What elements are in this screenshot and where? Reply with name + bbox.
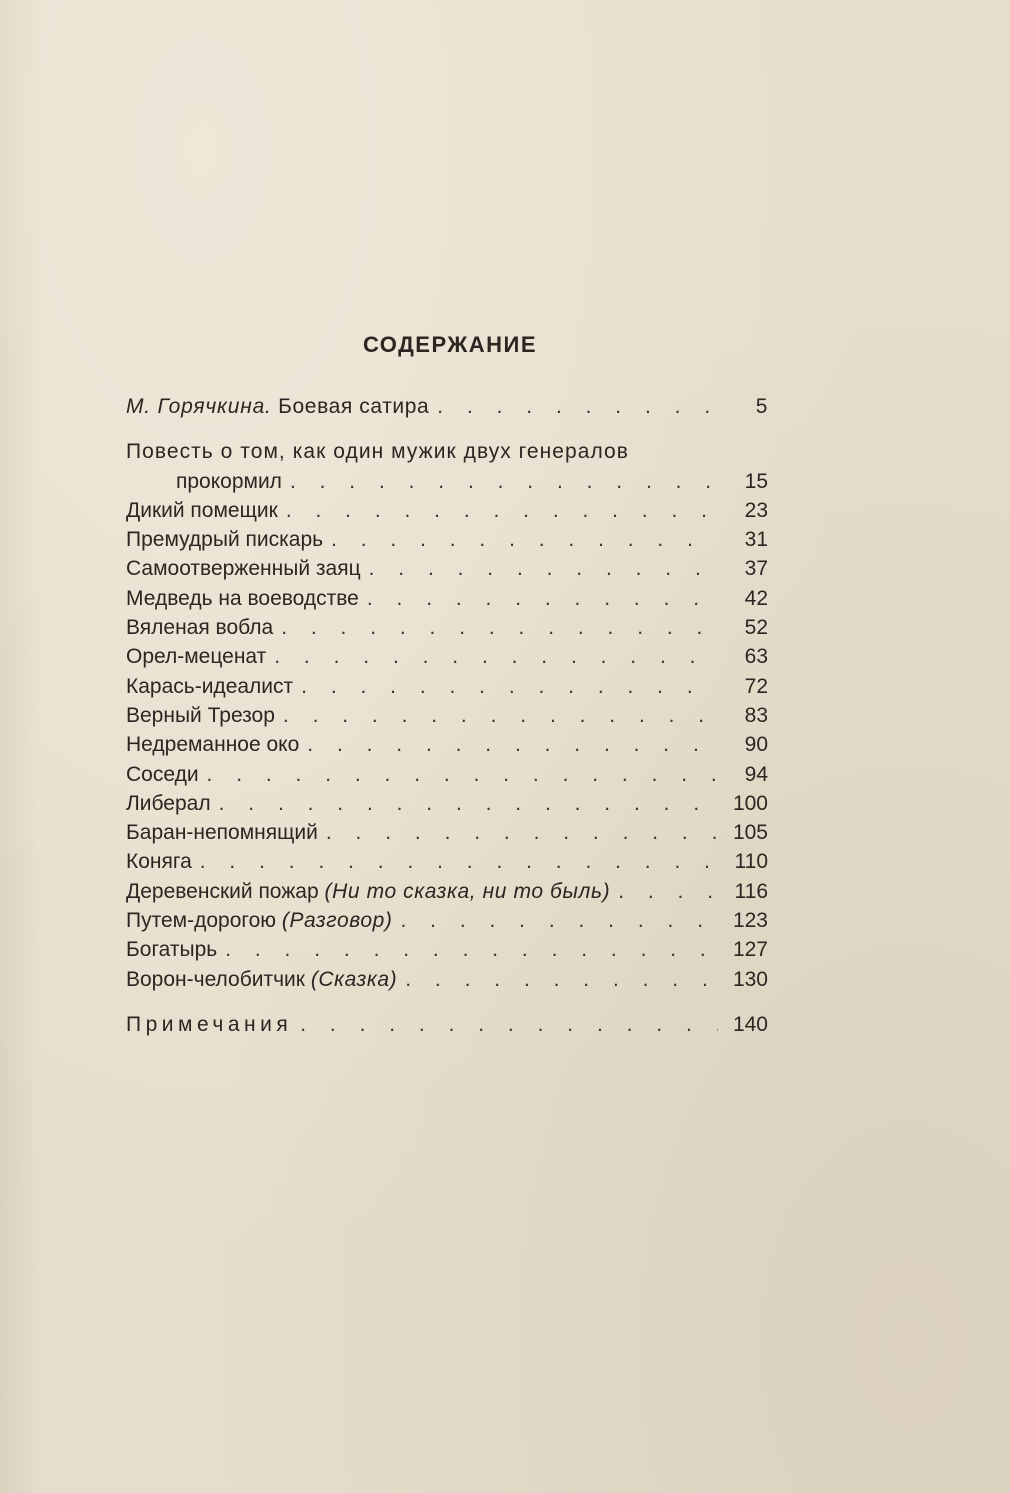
toc-entry-title-text: Соседи xyxy=(126,762,199,786)
leader-dots xyxy=(300,1010,718,1039)
leader-dots xyxy=(326,818,718,847)
toc-entry-title xyxy=(126,392,429,421)
table-of-contents xyxy=(126,392,768,1039)
leader-dots xyxy=(219,789,718,818)
toc-entry-title xyxy=(126,789,211,818)
leader-dots xyxy=(225,935,718,964)
toc-entry-title xyxy=(126,847,192,876)
toc-entry xyxy=(126,613,768,642)
toc-entry-page: 83 xyxy=(744,703,768,727)
toc-entry-subtitle: (Ни то сказка, ни то быль) xyxy=(324,879,611,903)
toc-entry-title xyxy=(126,642,266,671)
leader-dots xyxy=(369,554,718,583)
toc-entry-title xyxy=(126,877,610,906)
toc-entry-page: 15 xyxy=(744,469,768,493)
toc-entry-title xyxy=(126,554,361,583)
toc-entry xyxy=(126,525,768,554)
toc-entry-page: 72 xyxy=(744,674,768,698)
toc-entry-title-text: Премудрый пискарь xyxy=(126,528,324,552)
leader-dots xyxy=(274,642,718,671)
toc-entry-title xyxy=(126,935,217,964)
toc-entry-title-text: Путем-дорогою xyxy=(126,909,277,933)
toc-entry-title xyxy=(126,613,273,642)
toc-entry-povest-line1: Повесть о том, как один мужик двух генералов xyxy=(126,440,629,464)
toc-entry-page: 42 xyxy=(744,586,768,610)
toc-entry-title-text: Орел-меценат xyxy=(126,645,267,669)
toc-entry-page: 127 xyxy=(732,938,768,962)
toc-entry-page: 37 xyxy=(744,557,768,581)
toc-entry-subtitle: (Разговор) xyxy=(281,909,393,933)
toc-entry-title xyxy=(126,906,393,935)
toc-entry-title-text: Дикий помещик xyxy=(126,498,278,522)
toc-entry-title xyxy=(126,818,318,847)
toc-entry-intro xyxy=(126,392,768,421)
contents-heading: СОДЕРЖАНИЕ xyxy=(362,332,538,357)
toc-entry-title-text: Верный Трезор xyxy=(126,703,275,727)
toc-entry-page: 116 xyxy=(734,879,768,903)
toc-entry-author: М. Горячкина. xyxy=(126,395,272,418)
toc-entry xyxy=(126,584,768,613)
toc-entry-page: 31 xyxy=(744,528,768,552)
toc-entry-title xyxy=(126,760,199,789)
leader-dots xyxy=(331,525,718,554)
toc-entry-title-text: Ворон-челобитчик xyxy=(126,967,305,991)
toc-entry-page: 63 xyxy=(744,645,768,669)
toc-entry-page: 123 xyxy=(732,909,768,933)
toc-entry xyxy=(126,701,768,730)
leader-dots xyxy=(290,467,718,496)
toc-entry-page: 110 xyxy=(734,850,768,874)
toc-entry-page: 94 xyxy=(744,762,768,786)
toc-entry-page: 100 xyxy=(732,791,768,815)
leader-dots xyxy=(207,760,718,789)
toc-entry-title xyxy=(126,730,299,759)
toc-entry-title-text: Медведь на воеводстве xyxy=(126,586,359,610)
toc-entry xyxy=(126,554,768,583)
toc-entry-title: прокормил xyxy=(176,469,282,493)
leader-dots xyxy=(283,701,718,730)
toc-entry xyxy=(126,906,768,935)
toc-entry-page: 105 xyxy=(732,821,768,845)
toc-entry-title-text: Либерал xyxy=(126,791,211,815)
toc-entry xyxy=(126,642,768,671)
leader-dots xyxy=(618,877,718,906)
leader-dots xyxy=(281,613,718,642)
toc-entry-notes xyxy=(126,1010,768,1039)
toc-entry xyxy=(126,847,768,876)
toc-entry-page: 52 xyxy=(744,616,768,640)
toc-entry-page: 130 xyxy=(732,967,768,991)
toc-entry xyxy=(126,496,768,525)
leader-dots xyxy=(301,672,718,701)
toc-entry xyxy=(126,965,768,994)
toc-entry-page: 140 xyxy=(732,1012,768,1036)
toc-entry xyxy=(126,935,768,964)
toc-entry xyxy=(126,877,768,906)
toc-entry-title-text: Деревенский пожар xyxy=(126,879,319,903)
toc-entry-title-text: Богатырь xyxy=(126,938,218,962)
toc-entry-title xyxy=(126,965,397,994)
toc-entry xyxy=(126,672,768,701)
toc-entry-title-text: Недреманное око xyxy=(126,733,300,757)
leader-dots xyxy=(401,906,719,935)
toc-entry-title xyxy=(126,584,359,613)
toc-entry-title xyxy=(126,701,275,730)
toc-entry-title-text: Карась-идеалист xyxy=(126,674,294,698)
toc-entry xyxy=(126,789,768,818)
toc-entry-title xyxy=(126,496,278,525)
leader-dots xyxy=(200,847,718,876)
toc-entry-povest xyxy=(126,467,768,496)
toc-entries xyxy=(126,496,768,994)
toc-entry xyxy=(126,760,768,789)
toc-entry xyxy=(126,730,768,759)
toc-entry-title: Примечания xyxy=(126,1012,293,1036)
toc-entry xyxy=(126,818,768,847)
leader-dots xyxy=(367,584,718,613)
toc-entry-page: 5 xyxy=(755,395,768,418)
toc-entry-page: 90 xyxy=(744,733,768,757)
toc-entry-page: 23 xyxy=(744,498,768,522)
leader-dots xyxy=(307,730,718,759)
leader-dots xyxy=(437,392,718,421)
toc-entry-subtitle: (Сказка) xyxy=(310,967,398,991)
toc-entry-title xyxy=(126,672,293,701)
toc-entry-title-text: Вяленая вобла xyxy=(126,616,274,640)
toc-entry-title-text: Баран-непомнящий xyxy=(126,821,318,845)
toc-entry-title-text: Самоотверженный заяц xyxy=(126,557,361,581)
toc-entry-title xyxy=(126,525,323,554)
toc-entry-title-text: Боевая сатира xyxy=(278,395,430,418)
leader-dots xyxy=(405,965,718,994)
toc-entry-title-text: Коняга xyxy=(126,850,192,874)
leader-dots xyxy=(286,496,718,525)
